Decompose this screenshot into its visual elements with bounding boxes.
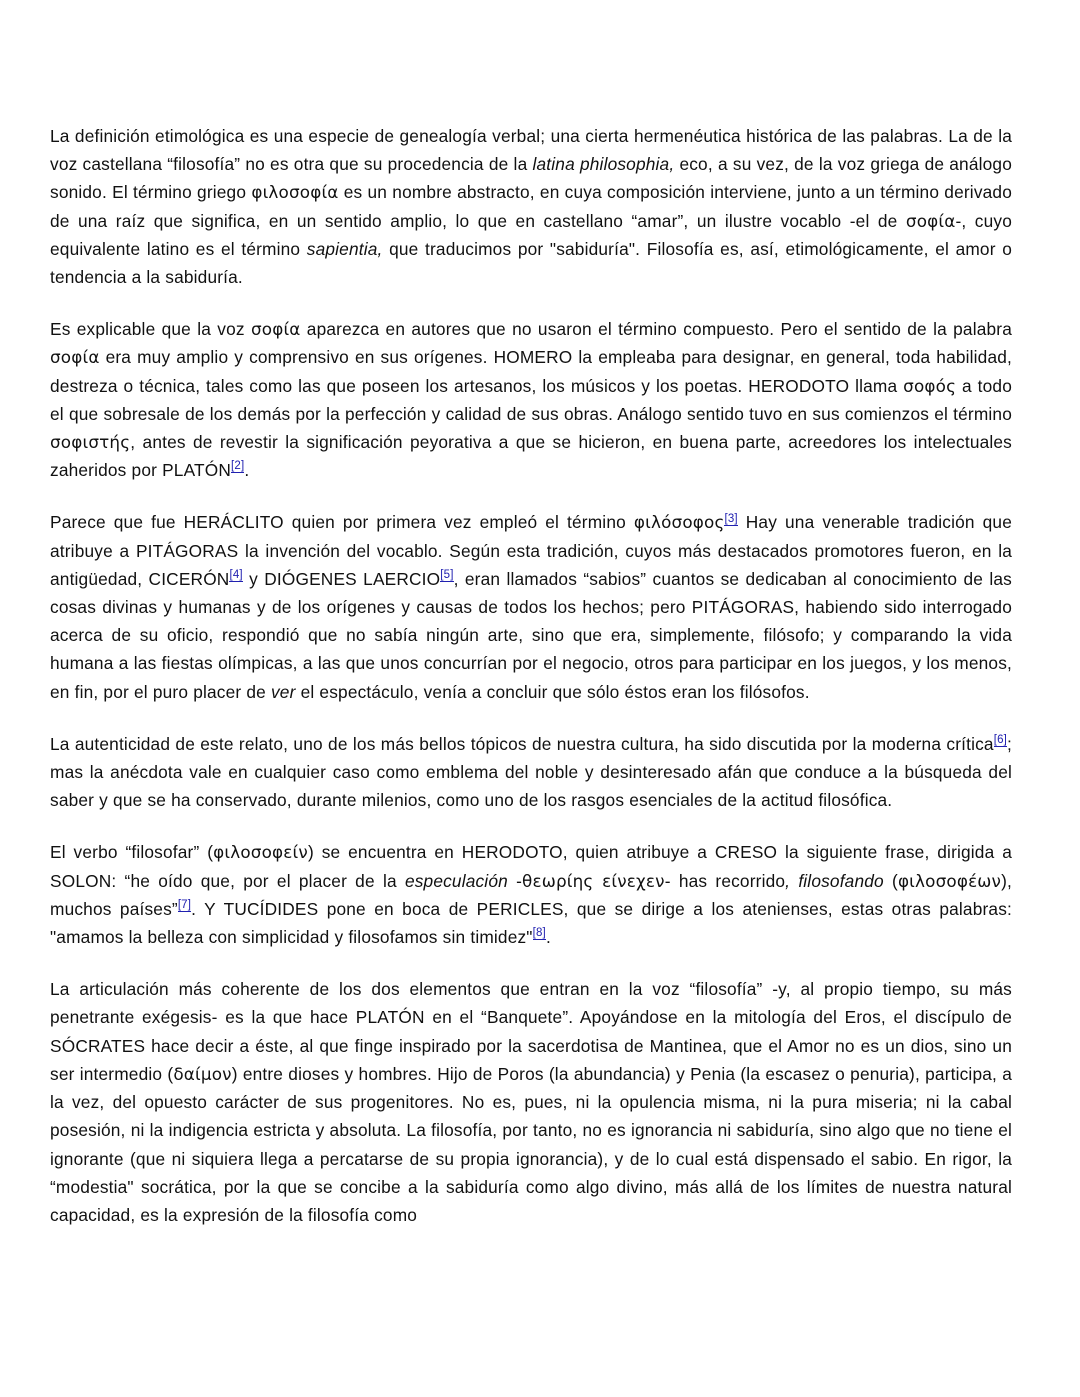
emphasized-text: , filosofando <box>785 870 884 891</box>
text-run: ) se encuentra en HERODOTO, quien atribuye a CRESO la siguiente frase, dirigida a SOLON: “he oído que, por el placer de la <box>50 842 1012 891</box>
paragraph <box>50 730 1012 815</box>
greek-term: σοφία <box>250 319 301 340</box>
footnote-reference[interactable]: [5] <box>440 569 454 582</box>
footnote-reference[interactable]: [4] <box>229 569 243 582</box>
text-run: -, cuyo equivalente latino es el término <box>50 210 1012 259</box>
text-run: La articulación más coherente de los dos elementos que entran en la voz “filosofía” -y, al propio tiempo, su más penetrante exégesis- es la que hace PLATÓN en el “Banquete”. Apoyándose en la mitología del Eros, el discípulo de SÓCRATES hace decir a éste, al que finge inspirado por la sacerdotisa de Mantinea, que el Amor no es un dios, sino un ser intermedio ( <box>50 979 1012 1084</box>
text-run: el espectáculo, venía a concluir que sólo éstos eran los filósofos. <box>295 681 810 702</box>
text-run: . <box>545 927 551 948</box>
text-run: Es explicable que la voz <box>50 319 251 340</box>
text-run: El verbo “filosofar” ( <box>50 842 214 863</box>
greek-term: δαίμον <box>173 1063 232 1084</box>
greek-term: φιλόσοφος <box>633 512 725 533</box>
greek-term: φιλοσοφείν <box>213 842 308 863</box>
footnote-reference[interactable]: [2] <box>231 460 245 473</box>
text-run: , antes de revestir la significación peyorativa a que se hicieron, en buena parte, acreedores los intelectuales zaheridos por PLATÓN <box>50 432 1012 481</box>
greek-term: φιλοσοφέων <box>897 870 1002 891</box>
text-run: y DIÓGENES LAERCIO <box>242 568 441 589</box>
greek-term: φιλοσοφία <box>251 182 339 203</box>
footnote-reference[interactable]: [8] <box>532 927 546 940</box>
emphasized-text: sapientia, <box>306 238 383 259</box>
paragraph <box>50 975 1012 1229</box>
text-run: ) entre dioses y hombres. Hijo de Poros (la abundancia) y Penia (la escasez o penuria), participa, a la vez, del opuesto carácter de sus progenitores. No es, pues, ni la opulencia misma, ni la pura miseria; ni la cabal posesión, ni la indigencia estricta y absoluta. La filosofía, por tanto, no es ignorancia ni sabiduría, sino algo que no tiene el ignorante (que ni siquiera llega a percatarse de su propia ignorancia), y de lo cual está dispensado el sabio. En rigor, la “modestia" socrática, por la que se concibe a la sabiduría como algo divino, más allá de los límites de nuestra natural capacidad, es la expresión de la filosofía como <box>50 1063 1012 1225</box>
text-run: eco, a su vez, de la voz griega de análogo sonido. El término griego <box>50 154 1012 203</box>
footnote-reference[interactable]: [3] <box>724 512 738 525</box>
paragraph <box>50 838 1012 951</box>
paragraph <box>50 122 1012 291</box>
text-run: - <box>507 870 523 891</box>
text-run: ), muchos países” <box>50 870 1012 919</box>
text-run: aparezca en autores que no usaron el término compuesto. Pero el sentido de la palabra <box>300 319 1012 340</box>
emphasized-text: especulación <box>404 870 508 891</box>
emphasized-text: ver <box>270 681 296 702</box>
document-body <box>50 122 1012 1229</box>
text-run: . Y TUCÍDIDES pone en boca de PERICLES, que se dirige a los atenienses, estas otras palabras: "amamos la belleza con simplicidad y filosofamos sin timidez" <box>50 898 1012 948</box>
greek-term: σοφία <box>50 347 100 368</box>
emphasized-text: latina philosophia, <box>532 154 675 175</box>
greek-term: σοφός <box>903 375 957 396</box>
paragraph <box>50 508 1012 705</box>
text-run: . <box>244 460 250 481</box>
text-run: Parece que fue HERÁCLITO quien por primera vez empleó el término <box>50 512 634 533</box>
footnote-reference[interactable]: [7] <box>177 899 192 912</box>
paragraph <box>50 315 1012 484</box>
text-run: La definición etimológica es una especie de genealogía verbal; una cierta hermenéutica histórica de las palabras. La de la voz castellana “filosofía” no es otra que su procedencia de la <box>50 126 1012 175</box>
greek-term: σοφιστής <box>50 432 131 453</box>
text-run: - has recorrido <box>664 870 786 891</box>
text-run: era muy amplio y comprensivo en sus orígenes. HOMERO la empleaba para designar, en general, toda habilidad, destreza o técnica, tales como las que poseen los artesanos, los músicos y los poetas. HERODOTO llama <box>50 347 1012 396</box>
text-run: ; mas la anécdota vale en cualquier caso como emblema del noble y desinteresado afán que conduce a la búsqueda del saber y que se ha conservado, durante milenios, como uno de los rasgos esenciales de la actitud filosófica. <box>50 733 1012 811</box>
text-run: , eran llamados “sabios” cuantos se dedicaban al conocimiento de las cosas divinas y humanas y de los orígenes y causas de todos los hechos; pero PITÁGORAS, habiendo sido interrogado acerca de su oficio, respondió que no sabía ningún arte, sino que era, simplemente, filósofo; y comparando la vida humana a las fiestas olímpicas, a las que unos concurrían por el negocio, otros para participar en los juegos, y los menos, en fin, por el puro placer de <box>50 568 1012 702</box>
text-run: es un nombre abstracto, en cuya composición interviene, junto a un término derivado de una raíz que significa, en un sentido amplio, lo que en castellano “amar”, un ilustre vocablo -el de <box>50 182 1012 231</box>
text-run: a todo el que sobresale de los demás por la perfección y calidad de sus obras. Análogo sentido tuvo en sus comienzos el término <box>50 375 1012 424</box>
greek-term: σοφία <box>905 210 956 231</box>
greek-term: θεωρίης είνεχεν <box>522 870 665 891</box>
footnote-reference[interactable]: [6] <box>993 734 1008 747</box>
text-run: que traducimos por "sabiduría". Filosofía es, así, etimológicamente, el amor o tendencia a la sabiduría. <box>50 238 1013 288</box>
text-run: La autenticidad de este relato, uno de los más bellos tópicos de nuestra cultura, ha sido discutida por la moderna crítica <box>50 733 994 754</box>
text-run: ( <box>883 870 898 891</box>
text-run: Hay una venerable tradición que atribuye a PITÁGORAS la invención del vocablo. Según esta tradición, cuyos más destacados promotores fueron, en la antigüedad, CICERÓN <box>50 512 1012 589</box>
